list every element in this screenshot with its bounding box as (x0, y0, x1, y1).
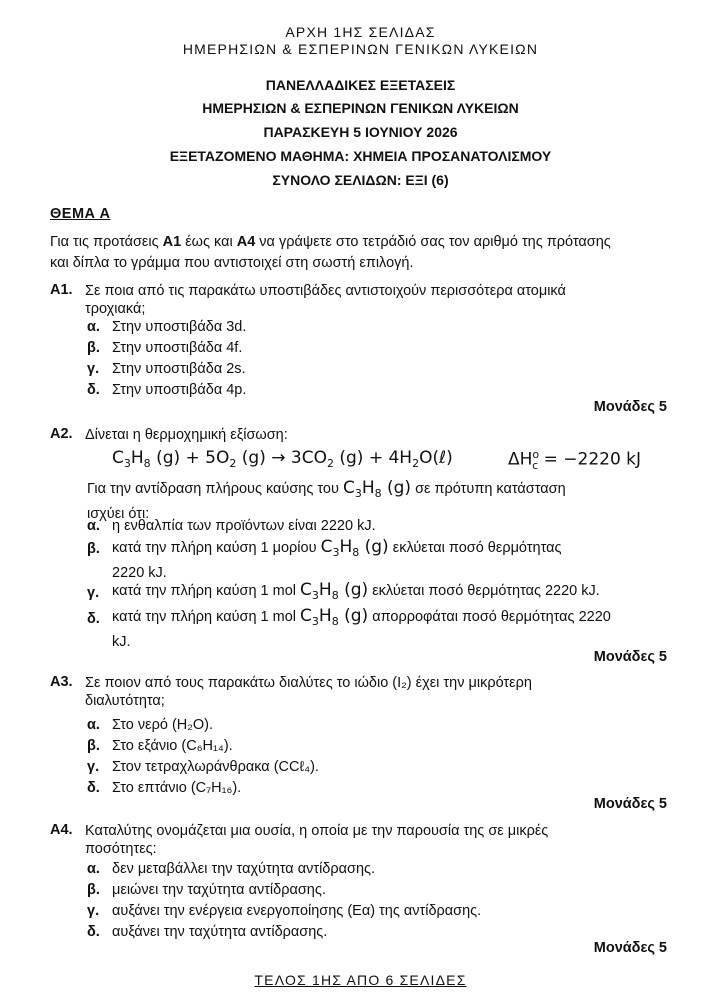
option-text: κατά την πλήρη καύση 1 μορίου $C_3H_8$ (g) εκλύεται ποσό θερμότητας 2220 kJ. (112, 537, 562, 581)
option-text: μειώνει την ταχύτητα αντίδρασης. (112, 882, 326, 898)
question-number: Α2. (50, 426, 73, 442)
theme-title: ΘΕΜΑ Α (50, 206, 111, 222)
option-text: αυξάνει την ταχύτητα αντίδρασης. (112, 924, 328, 940)
option-label: α. (87, 518, 100, 534)
option-label: δ. (87, 611, 100, 627)
enthalpy-value: $\Delta H^o_c = -2220$ kJ (508, 448, 642, 472)
question-number: Α3. (50, 674, 73, 690)
question-number: Α1. (50, 282, 73, 298)
option-text: Στον τετραχλωράνθρακα (CCℓ₄). (112, 759, 319, 775)
option-label: γ. (87, 903, 100, 919)
question-body: Για την αντίδραση πλήρους καύσης του $C_3H_8$ (g) σε πρότυπη κατάσταση ισχύει ότι: (87, 478, 566, 522)
page-footer: ΤΕΛΟΣ 1ΗΣ ΑΠΟ 6 ΣΕΛΙΔΕΣ (254, 972, 467, 988)
option-label: α. (87, 319, 100, 335)
formula-c3h8: $C_3H_8$ (g) (342, 478, 412, 500)
option-label: δ. (87, 924, 100, 940)
question-number: Α4. (50, 822, 73, 838)
question-text: Καταλύτης ονομάζεται μια ουσία, η οποία με την παρουσία της σε μικρές ποσότητες: (85, 823, 549, 857)
points-label: Μονάδες 5 (593, 940, 667, 956)
theme-intro: Για τις προτάσεις Α1 έως και Α4 να γράψετε στο τετράδιό σας τον αριθμό της πρότασης και δίπλα το γράμμα που αντιστοιχεί στη σωστή επιλογή. (50, 234, 611, 271)
question-text: Δίνεται η θερμοχημική εξίσωση: (85, 427, 288, 443)
option-label: α. (87, 861, 100, 877)
option-label: β. (87, 738, 100, 754)
question-text: Σε ποια από τις παρακάτω υποστιβάδες αντιστοιχούν περισσότερα ατομικά τροχιακά; (85, 283, 566, 317)
option-text: Στην υποστιβάδα 3d. (112, 319, 247, 335)
question-text: Σε ποιον από τους παρακάτω διαλύτες το ιώδιο (I₂) έχει την μικρότερη διαλυτότητα; (85, 675, 532, 709)
option-label: β. (87, 340, 100, 356)
option-label: α. (87, 717, 100, 733)
exam-page-count: ΣΥΝΟΛΟ ΣΕΛΙΔΩΝ: ΕΞΙ (6) (272, 172, 449, 188)
option-text: η ενθαλπία των προϊόντων είναι 2220 kJ. (112, 518, 376, 534)
option-text: Στην υποστιβάδα 4p. (112, 382, 247, 398)
option-text: κατά την πλήρη καύση 1 mol $C_3H_8$ (g) απορροφάται ποσό θερμότητας 2220 kJ. (112, 606, 611, 650)
points-label: Μονάδες 5 (593, 649, 667, 665)
exam-schools: ΗΜΕΡΗΣΙΩΝ & ΕΣΠΕΡΙΝΩΝ ΓΕΝΙΚΩΝ ΛΥΚΕΙΩΝ (202, 100, 519, 116)
option-text: δεν μεταβάλλει την ταχύτητα αντίδρασης. (112, 861, 376, 877)
exam-date: ΠΑΡΑΣΚΕΥΗ 5 ΙΟΥΝΙΟΥ 2026 (263, 124, 458, 140)
option-label: γ. (87, 759, 100, 775)
option-label: β. (87, 882, 100, 898)
option-text: Στην υποστιβάδα 2s. (112, 361, 246, 377)
option-label: β. (87, 541, 100, 557)
option-label: δ. (87, 382, 100, 398)
option-text: Στο εξάνιο (C₆H₁₄). (112, 738, 233, 754)
option-text: αυξάνει την ενέργεια ενεργοποίησης (Eα) της αντίδρασης. (112, 903, 482, 919)
equation-reaction: $C_3H_8$ $(g) + 5O_2$ $(g) \to 3CO_2$ $(g) + 4H_2O(\ell)$ (112, 448, 453, 470)
exam-subject: ΕΞΕΤΑΖΟΜΕΝΟ ΜΑΘΗΜΑ: ΧΗΜΕΙΑ ΠΡΟΣΑΝΑΤΟΛΙΣΜΟΥ (169, 148, 552, 164)
points-label: Μονάδες 5 (593, 796, 667, 812)
points-label: Μονάδες 5 (593, 399, 667, 415)
option-text: Στο νερό (H₂O). (112, 717, 214, 733)
option-label: γ. (87, 361, 100, 377)
option-label: γ. (87, 585, 100, 601)
formula-c3h8: $C_3H_8$ (g) (300, 606, 369, 628)
option-text: κατά την πλήρη καύση 1 mol $C_3H_8$ (g) εκλύεται ποσό θερμότητας 2220 kJ. (112, 580, 600, 602)
thermochemical-equation (112, 448, 562, 470)
option-text: Στο επτάνιο (C₇H₁₆). (112, 780, 242, 796)
option-label: δ. (87, 780, 100, 796)
page-header-line2: ΗΜΕΡΗΣΙΩΝ & ΕΣΠΕΡΙΝΩΝ ΓΕΝΙΚΩΝ ΛΥΚΕΙΩΝ (182, 41, 539, 57)
formula-c3h8: $C_3H_8$ (g) (320, 537, 389, 559)
page-header-line1: ΑΡΧΗ 1ΗΣ ΣΕΛΙΔΑΣ (285, 24, 436, 40)
exam-title: ΠΑΝΕΛΛΑΔΙΚΕΣ ΕΞΕΤΑΣΕΙΣ (265, 77, 456, 93)
option-text: Στην υποστιβάδα 4f. (112, 340, 243, 356)
formula-c3h8: $C_3H_8$ (g) (300, 580, 369, 602)
